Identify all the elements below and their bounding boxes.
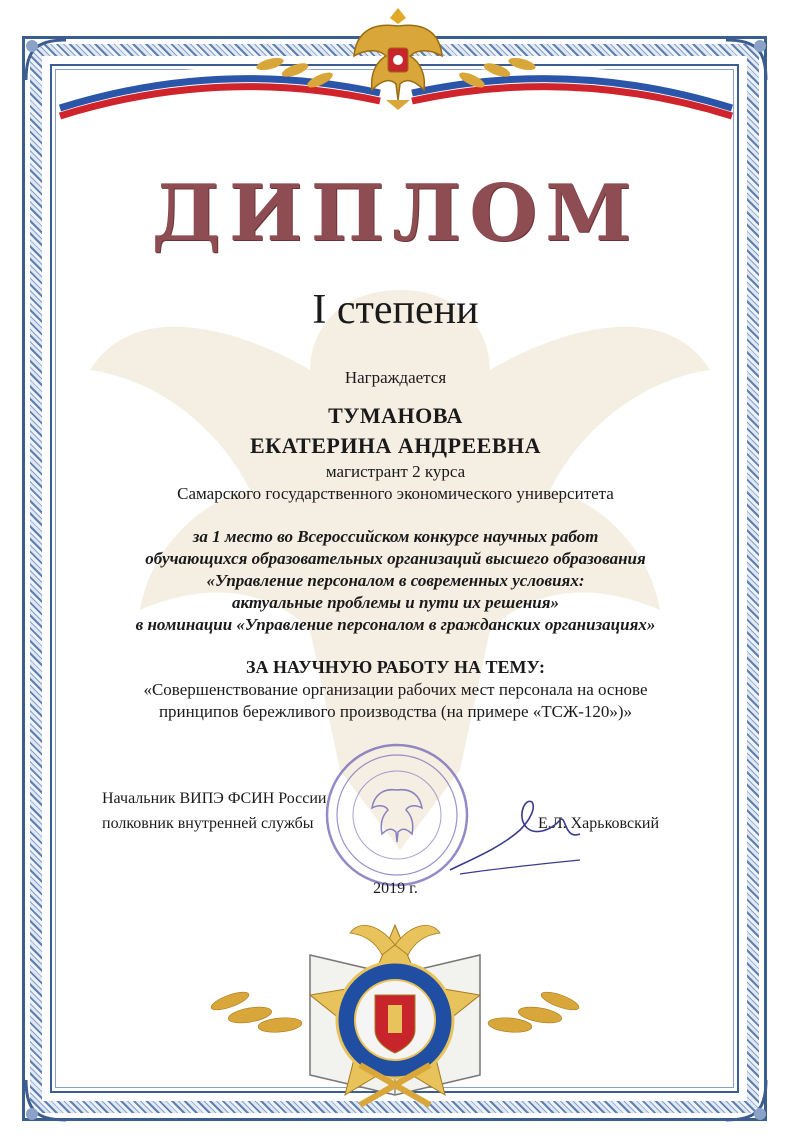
topic-line: «Совершенствование организации рабочих мест персонала на основе (143, 680, 648, 699)
recipient-status: магистрант 2 курса (325, 462, 466, 481)
diploma-title: ДИПЛОМ (151, 168, 640, 259)
corner-ornament-bottom-left (16, 1070, 76, 1130)
awarded-label: Награждается (344, 368, 447, 387)
reason-line: обучающихся образовательных организаций высшего образования (145, 549, 646, 568)
institute-emblem-icon (190, 905, 600, 1125)
signatory-rank: полковник внутренней службы (102, 815, 314, 832)
reason-line: актуальные проблемы и пути их решения» (231, 593, 560, 612)
diploma-year: 2019 г. (373, 880, 418, 897)
recipient-university: Самарского государственного экономического университета (177, 484, 614, 503)
reason-line: «Управление персоналом в современных условиях: (206, 571, 585, 590)
russian-coat-of-arms-icon (350, 4, 446, 114)
reason-line: за 1 место во Всероссийском конкурсе научных работ (192, 527, 599, 546)
signatory-name: Е.Л. Харьковский (538, 815, 659, 832)
reason-line: в номинации «Управление персоналом в гражданских организациях» (135, 615, 656, 634)
recipient-name: ЕКАТЕРИНА АНДРЕЕВНА (249, 433, 542, 458)
corner-ornament-bottom-right (716, 1070, 776, 1130)
signatory-position: Начальник ВИПЭ ФСИН России (102, 790, 327, 807)
topic-heading: ЗА НАУЧНУЮ РАБОТУ НА ТЕМУ: (245, 657, 546, 677)
recipient-surname: ТУМАНОВА (328, 403, 463, 428)
diploma-degree: I степени (312, 287, 479, 333)
topic-line: принципов бережливого производства (на примере «ТСЖ-120»)» (158, 702, 633, 721)
handwritten-signature (440, 790, 590, 880)
